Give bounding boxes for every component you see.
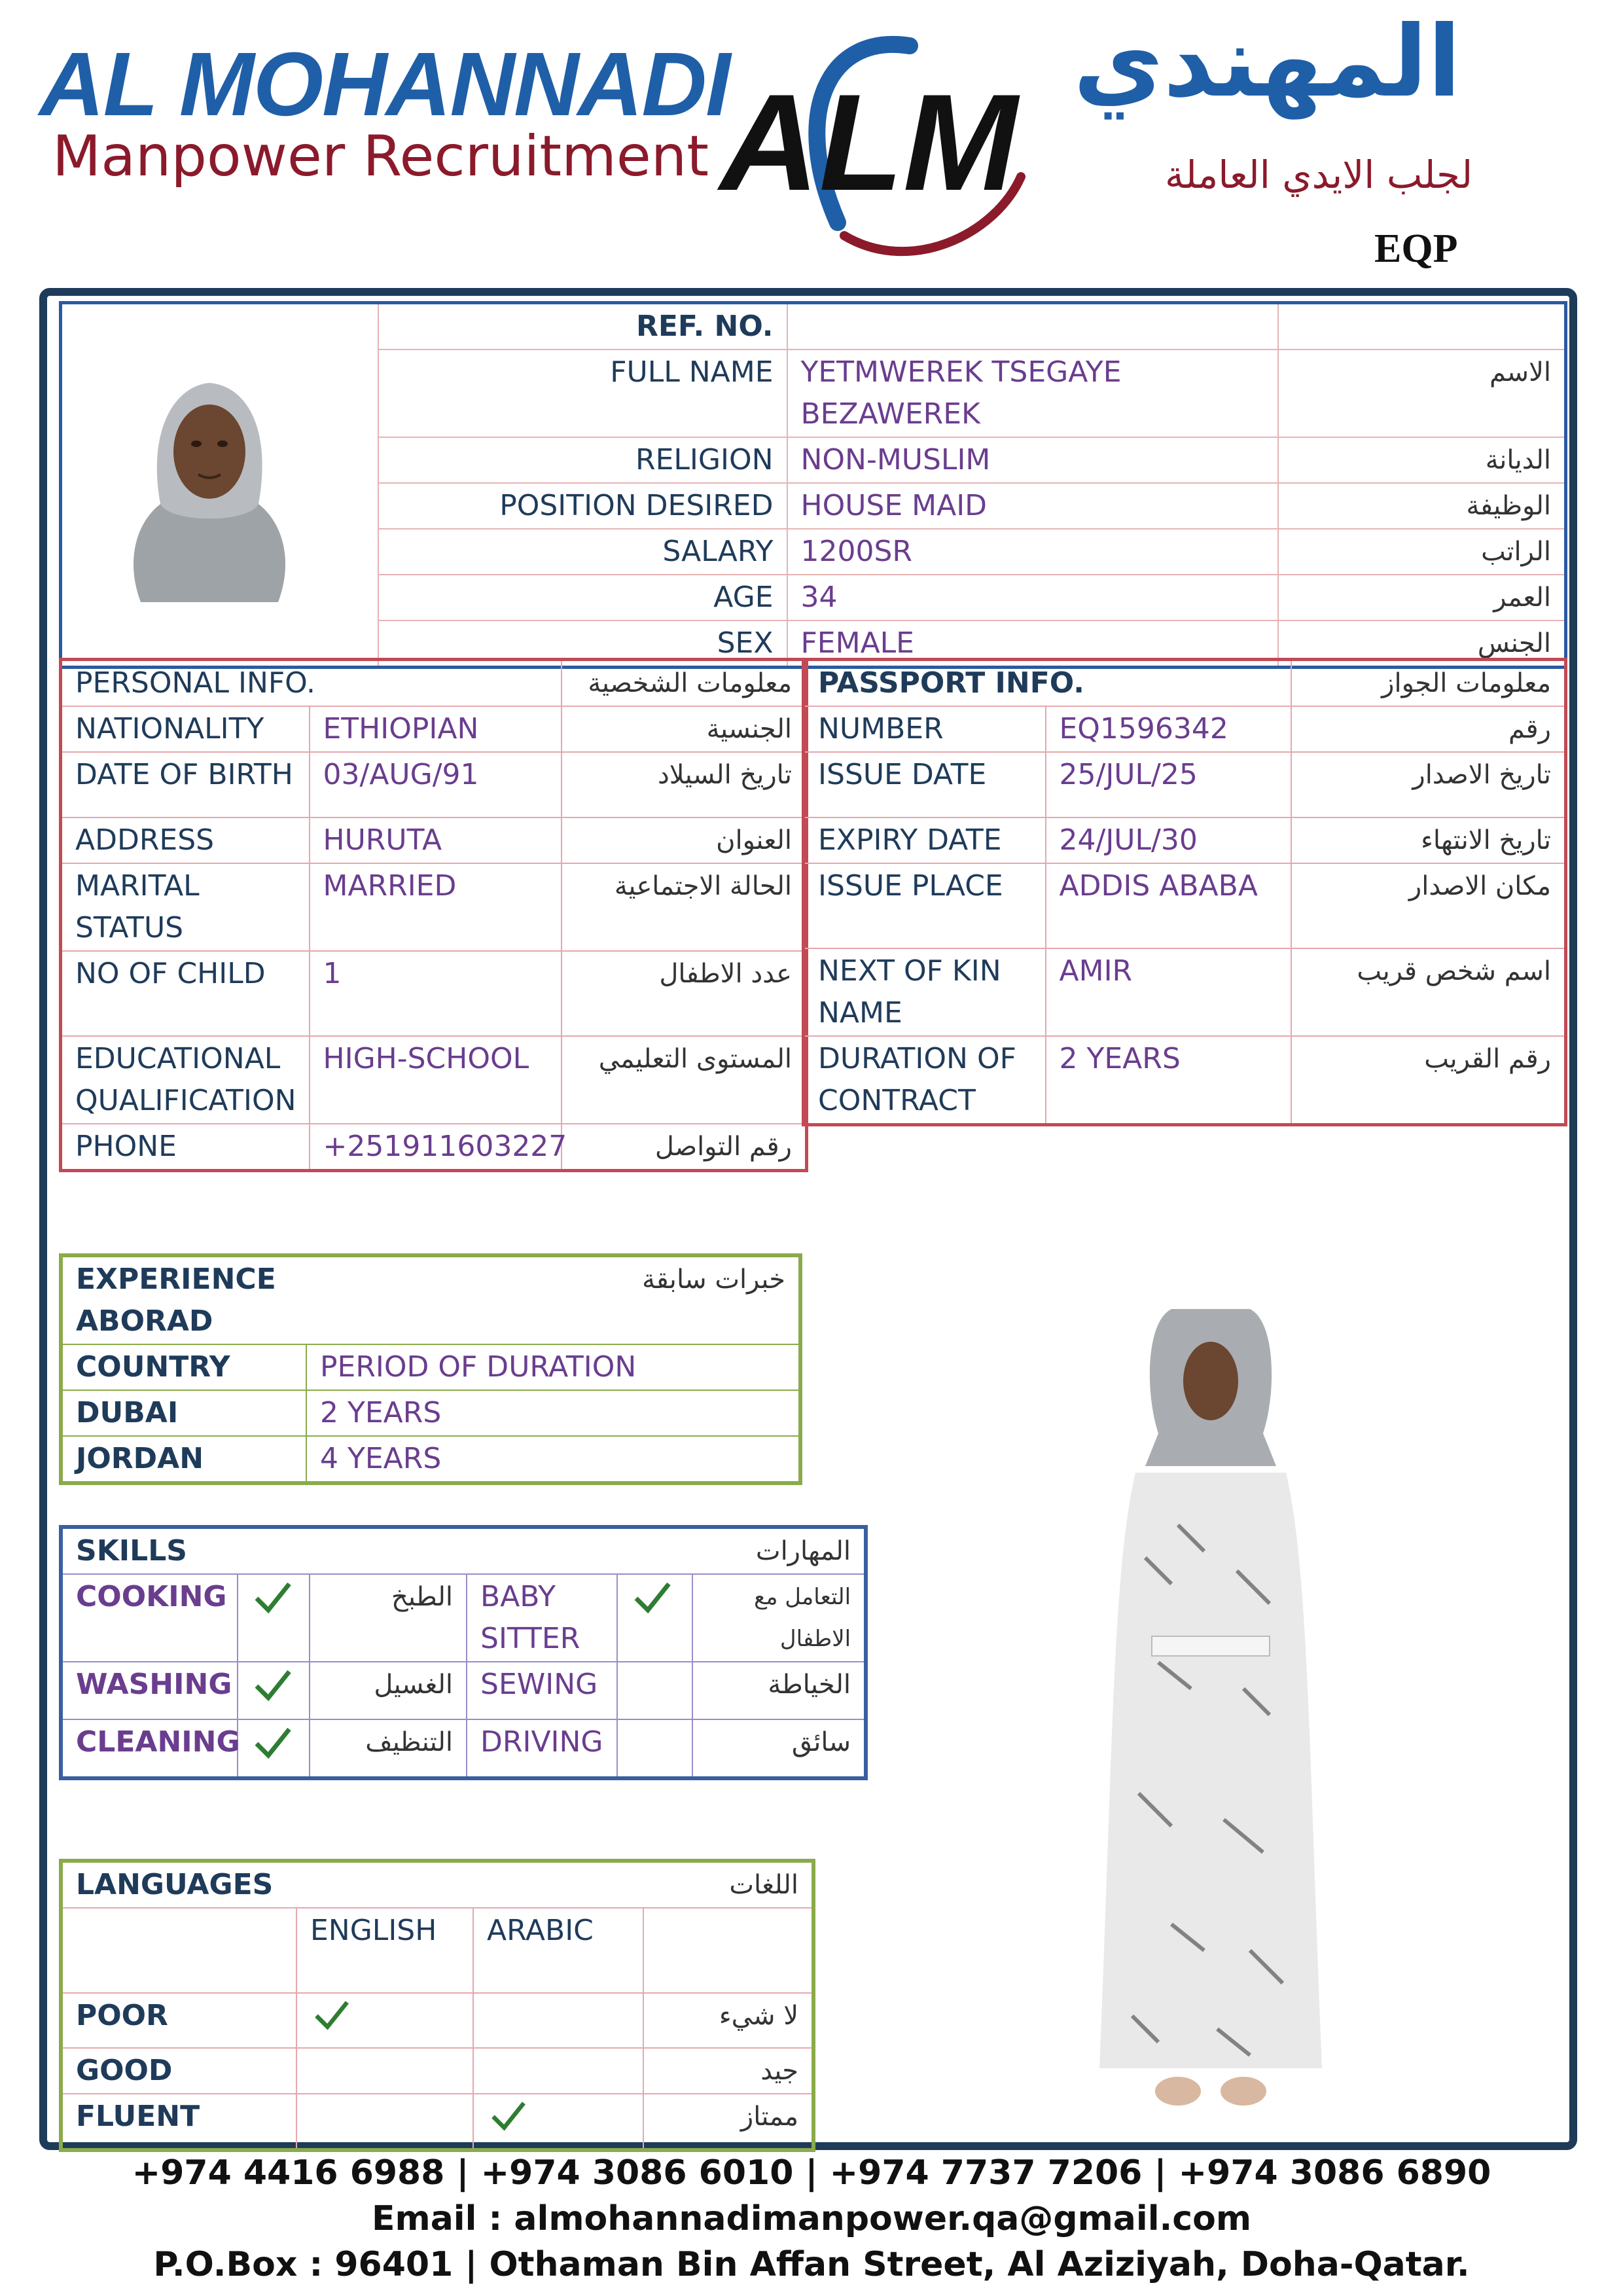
- salary-label: SALARY: [378, 529, 787, 575]
- skill-washing-label: WASHING: [61, 1662, 238, 1719]
- personal-info-title: PERSONAL INFO.: [61, 660, 562, 707]
- education-label: EDUCATIONAL QUALIFICATION: [61, 1036, 310, 1124]
- lang-fluent-english: [296, 2094, 473, 2150]
- religion-label: RELIGION: [378, 437, 787, 483]
- skill-sewing-label-ar: الخياطة: [692, 1662, 866, 1719]
- checkmark-icon: [487, 2096, 529, 2135]
- skills-title: SKILLS: [61, 1527, 467, 1574]
- religion-value: NON-MUSLIM: [787, 437, 1278, 483]
- contract-duration-value: 2 YEARS: [1046, 1036, 1291, 1125]
- lang-level-good-ar: جيد: [643, 2048, 813, 2094]
- age-label: AGE: [378, 575, 787, 620]
- dob-label: DATE OF BIRTH: [61, 752, 310, 817]
- skill-sewing-check: [617, 1662, 692, 1719]
- full-name-line2: BEZAWEREK: [800, 397, 980, 431]
- education-label-ar: المستوى التعليمي: [562, 1036, 807, 1124]
- footer-email: Email : almohannadimanpower.qa@gmail.com: [371, 2199, 1252, 2238]
- children-label: NO OF CHILD: [61, 951, 310, 1036]
- issue-place-value: ADDIS ABABA: [1046, 863, 1291, 948]
- passport-number-label: NUMBER: [804, 706, 1046, 752]
- brand-name-ar: المهندي: [1073, 5, 1461, 119]
- experience-country: DUBAI: [61, 1390, 306, 1436]
- education-value: HIGH-SCHOOL: [310, 1036, 562, 1124]
- children-value: 1: [310, 951, 562, 1036]
- brand-tagline-ar: لجلب الايدي العاملة: [1165, 152, 1473, 197]
- address-value: HURUTA: [310, 817, 562, 863]
- experience-title: EXPERIENCE ABORAD: [61, 1255, 306, 1344]
- skill-sewing-label: SEWING: [467, 1662, 617, 1719]
- ref-no-label-ar: [1278, 303, 1566, 350]
- skill-babysitter-label: BABY SITTER: [467, 1574, 617, 1662]
- marital-status-label-ar: الحالة الاجتماعية: [562, 863, 807, 951]
- skill-babysitter-label-ar: التعامل مع الاطفال: [692, 1574, 866, 1662]
- skill-driving-check: [617, 1719, 692, 1778]
- position-value: HOUSE MAID: [787, 483, 1278, 529]
- salary-value: 1200SR: [787, 529, 1278, 575]
- expiry-date-value: 24/JUL/30: [1046, 817, 1291, 863]
- lang-level-poor: POOR: [61, 1993, 296, 2048]
- experience-table: [59, 1253, 802, 1485]
- passport-info-title-ar: معلومات الجواز: [1291, 660, 1566, 707]
- brand-tagline-en: Manpower Recruitment: [52, 124, 709, 189]
- lang-poor-english: [296, 1993, 473, 2048]
- next-of-kin-value: AMIR: [1046, 948, 1291, 1036]
- alm-logo-letters: ALM: [720, 65, 1018, 219]
- experience-title-ar: خبرات سابقة: [306, 1255, 800, 1344]
- experience-period: 2 YEARS: [306, 1390, 800, 1436]
- next-of-kin-label-ar: اسم شخص قريب: [1291, 948, 1566, 1036]
- full-body-photo: [1073, 1296, 1348, 2134]
- position-label: POSITION DESIRED: [378, 483, 787, 529]
- skills-title-ar: المهارات: [467, 1527, 866, 1574]
- full-name-line1: YETMWEREK TSEGAYE: [800, 355, 1122, 389]
- full-name-label-ar: الاسم: [1278, 350, 1566, 437]
- portrait-photo: [82, 353, 337, 602]
- salary-label-ar: الراتب: [1278, 529, 1566, 575]
- marital-status-value: MARRIED: [310, 863, 562, 951]
- address-label-ar: العنوان: [562, 817, 807, 863]
- nationality-label: NATIONALITY: [61, 706, 310, 752]
- passport-info-title: PASSPORT INFO.: [804, 660, 1291, 707]
- experience-period-header: PERIOD OF DURATION: [306, 1344, 800, 1390]
- skill-driving-label: DRIVING: [467, 1719, 617, 1778]
- lang-fluent-arabic: [473, 2094, 643, 2150]
- lang-english-header: ENGLISH: [296, 1908, 473, 1993]
- sex-label-ar: الجنس: [1278, 620, 1566, 668]
- issue-date-label: ISSUE DATE: [804, 752, 1046, 817]
- languages-title-ar: اللغات: [473, 1861, 813, 1908]
- skill-cleaning-check: [238, 1719, 310, 1778]
- phone-label-ar: رقم التواصل: [562, 1124, 807, 1171]
- lang-level-fluent-ar: ممتاز: [643, 2094, 813, 2150]
- brand-name-en: AL MOHANNADI: [39, 34, 730, 135]
- skill-cleaning-label: CLEANING: [61, 1719, 238, 1778]
- religion-label-ar: الديانة: [1278, 437, 1566, 483]
- checkmark-icon: [251, 1721, 293, 1763]
- skill-cooking-label-ar: الطبخ: [310, 1574, 467, 1662]
- lang-poor-arabic: [473, 1993, 643, 2048]
- skill-cooking-label: COOKING: [61, 1574, 238, 1662]
- lang-level-good: GOOD: [61, 2048, 296, 2094]
- address-label: ADDRESS: [61, 817, 310, 863]
- position-label-ar: الوظيفة: [1278, 483, 1566, 529]
- issue-date-value: 25/JUL/25: [1046, 752, 1291, 817]
- skills-table: [59, 1525, 868, 1780]
- sex-label: SEX: [378, 620, 787, 668]
- children-label-ar: عدد الاطفال: [562, 951, 807, 1036]
- checkmark-icon: [251, 1576, 293, 1618]
- ref-no-label: REF. NO.: [378, 303, 787, 350]
- dob-label-ar: تاريخ السيلاد: [562, 752, 807, 817]
- phone-label: PHONE: [61, 1124, 310, 1171]
- skill-driving-label-ar: سائق: [692, 1719, 866, 1778]
- passport-number-value: EQ1596342: [1046, 706, 1291, 752]
- age-value: 34: [787, 575, 1278, 620]
- form-code: EQP: [1374, 226, 1458, 271]
- languages-header-spacer: [643, 1908, 813, 1993]
- lang-good-arabic: [473, 2048, 643, 2094]
- sex-value: FEMALE: [787, 620, 1278, 668]
- expiry-date-label-ar: تاريخ الانتهاء: [1291, 817, 1566, 863]
- full-name-label: FULL NAME: [378, 350, 787, 437]
- lang-level-poor-ar: لا شيء: [643, 1993, 813, 2048]
- expiry-date-label: EXPIRY DATE: [804, 817, 1046, 863]
- lang-arabic-header: ARABIC: [473, 1908, 643, 1993]
- footer-phones: +974 4416 6988 | +974 3086 6010 | +974 7737 7206 | +974 3086 6890: [132, 2153, 1491, 2193]
- issue-place-label: ISSUE PLACE: [804, 863, 1046, 948]
- checkmark-icon: [251, 1664, 293, 1706]
- skill-cleaning-label-ar: التنظيف: [310, 1719, 467, 1778]
- ref-no-value: [787, 303, 1278, 350]
- passport-info-table: [802, 658, 1567, 1126]
- alm-logo: [713, 26, 1067, 262]
- personal-info-title-ar: معلومات الشخصية: [562, 660, 807, 707]
- full-name-value: [787, 350, 1278, 437]
- personal-info-table: [59, 658, 808, 1172]
- skill-washing-check: [238, 1662, 310, 1719]
- nationality-value: ETHIOPIAN: [310, 706, 562, 752]
- age-label-ar: العمر: [1278, 575, 1566, 620]
- nationality-label-ar: الجنسية: [562, 706, 807, 752]
- contract-duration-label: DURATION OF CONTRACT: [804, 1036, 1046, 1125]
- passport-number-label-ar: رقم: [1291, 706, 1566, 752]
- languages-corner: [61, 1908, 296, 1993]
- languages-table: [59, 1859, 815, 2152]
- footer-address: P.O.Box : 96401 | Othaman Bin Affan Street, Al Aziziyah, Doha-Qatar.: [153, 2245, 1470, 2284]
- next-of-kin-label: NEXT OF KIN NAME: [804, 948, 1046, 1036]
- experience-country-header: COUNTRY: [61, 1344, 306, 1390]
- contract-duration-label-ar: رقم القريب: [1291, 1036, 1566, 1125]
- experience-country: JORDAN: [61, 1436, 306, 1483]
- checkmark-icon: [631, 1576, 673, 1618]
- dob-value: 03/AUG/91: [310, 752, 562, 817]
- languages-title: LANGUAGES: [61, 1861, 473, 1908]
- skill-cooking-check: [238, 1574, 310, 1662]
- issue-date-label-ar: تاريخ الاصدار: [1291, 752, 1566, 817]
- phone-value: +251911603227: [310, 1124, 562, 1171]
- marital-status-label: MARITAL STATUS: [61, 863, 310, 951]
- experience-period: 4 YEARS: [306, 1436, 800, 1483]
- lang-level-fluent: FLUENT: [61, 2094, 296, 2150]
- lang-good-english: [296, 2048, 473, 2094]
- issue-place-label-ar: مكان الاصدار: [1291, 863, 1566, 948]
- skill-babysitter-check: [617, 1574, 692, 1662]
- checkmark-icon: [310, 1995, 352, 2034]
- skill-washing-label-ar: الغسيل: [310, 1662, 467, 1719]
